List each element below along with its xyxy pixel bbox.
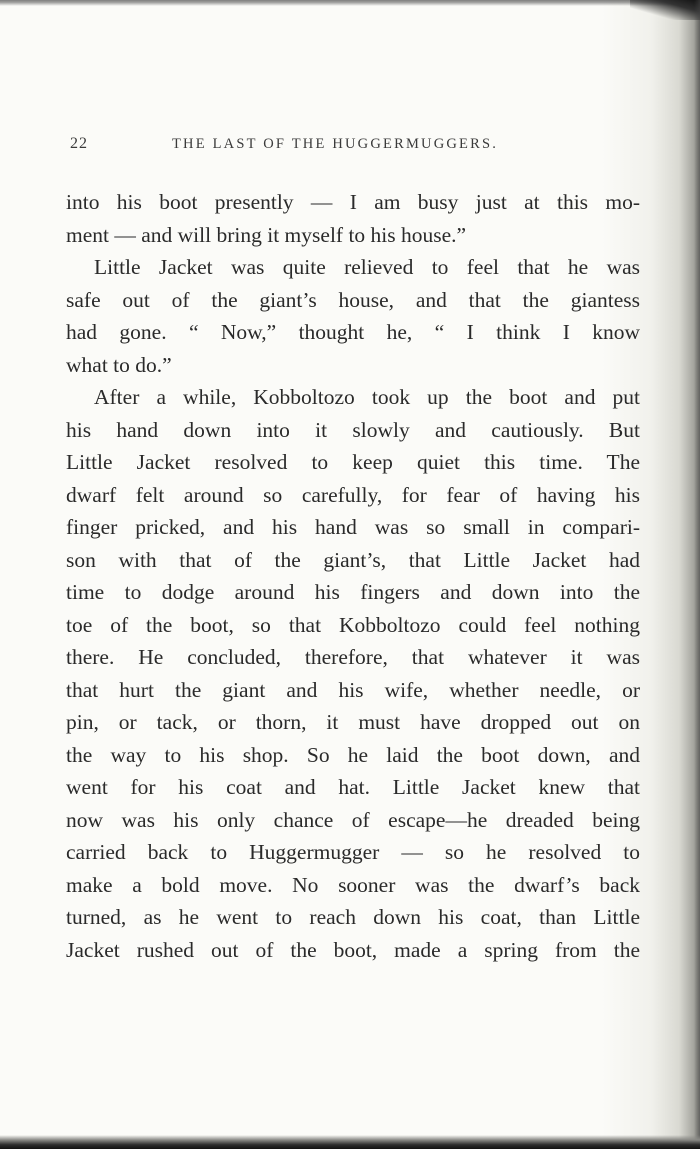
text-line: dwarf felt around so carefully, for fear of having his [66, 482, 640, 507]
text-line: ment — and will bring it myself to his house.” [66, 222, 467, 247]
page-number: 22 [70, 135, 88, 152]
text-line: what to do.” [66, 352, 172, 377]
text-line: son with that of the giant’s, that Little Jacket had [66, 547, 640, 572]
text-line: time to dodge around his fingers and down into the [66, 580, 640, 604]
text-line: now was his only chance of escape—he dreaded being [66, 807, 640, 832]
text-line: Jacket rushed out of the boot, made a spring from the [66, 937, 640, 962]
page-right-shadow [694, 0, 700, 1149]
page-header [70, 135, 640, 159]
text-line: his hand down into it slowly and cautiously. But [66, 417, 640, 442]
text-line: Little Jacket resolved to keep quiet this time. The [66, 450, 640, 474]
text-line: had gone. “ Now,” thought he, “ I think I know [66, 320, 640, 344]
page-corner-shadow [630, 0, 700, 20]
text-line: After a while, Kobboltozo took up the boot and put [94, 385, 640, 409]
body-text [66, 186, 640, 966]
text-line: the way to his shop. So he laid the boot down, and [66, 742, 640, 767]
text-line: Little Jacket was quite relieved to feel that he was [94, 255, 640, 279]
text-line: pin, or tack, or thorn, it must have dropped out on [66, 710, 640, 734]
text-line: went for his coat and hat. Little Jacket knew that [66, 775, 640, 799]
page-top-shadow [0, 0, 700, 6]
text-line: finger pricked, and his hand was so small in compari- [66, 515, 640, 539]
text-line: that hurt the giant and his wife, whether needle, or [66, 677, 640, 702]
text-line: into his boot presently — I am busy just at this mo- [66, 190, 640, 214]
text-line: make a bold move. No sooner was the dwarf’s back [66, 872, 640, 897]
text-line: carried back to Huggermugger — so he resolved to [66, 840, 640, 864]
text-line: toe of the boot, so that Kobboltozo could feel nothing [66, 612, 640, 637]
running-head: THE LAST OF THE HUGGERMUGGERS. [172, 136, 499, 152]
page-bottom-shadow [0, 1135, 700, 1149]
text-line: turned, as he went to reach down his coat, than Little [66, 905, 640, 929]
text-line: there. He concluded, therefore, that whatever it was [66, 645, 640, 669]
text-line: safe out of the giant’s house, and that the giantess [66, 287, 640, 312]
